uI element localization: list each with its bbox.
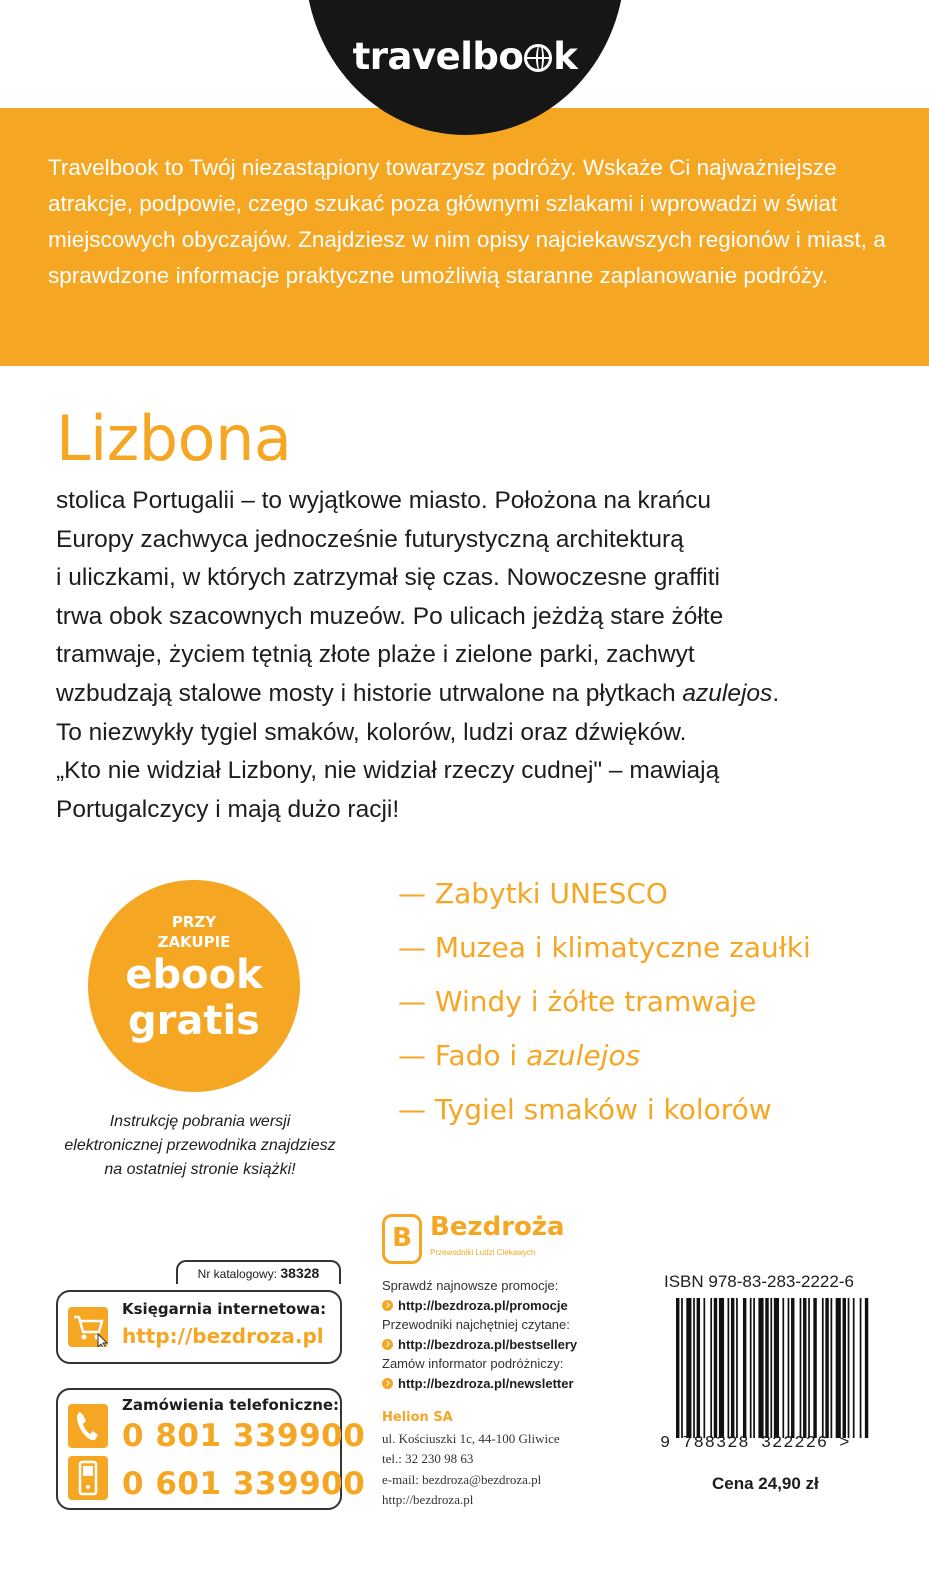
phone-orders-box: [56, 1388, 366, 1510]
description-line: To niezwykły tygiel smaków, kolorów, ludzi oraz dźwięków.: [56, 718, 687, 746]
city-title: Lizbona: [56, 402, 292, 475]
description-line: trwa obok szacownych muzeów. Po ulicach jeżdżą stare żółte: [56, 602, 724, 630]
description-line: [56, 675, 906, 714]
company-phone: tel.: 32 230 98 63: [382, 1451, 474, 1466]
description-line: stolica Portugalii – to wyjątkowe miasto. Położona na krańcu: [56, 487, 712, 514]
phone-number-1[interactable]: 0 801 339900: [122, 1418, 366, 1454]
barcode-number: 9 788328 322226 >: [660, 1434, 851, 1453]
ebook-line-3: ebook: [125, 952, 263, 998]
feature-item: [398, 1034, 811, 1088]
phone-icon: [68, 1404, 108, 1448]
bezdroza-logo-icon: [382, 1214, 422, 1264]
isbn: ISBN 978-83-283-2222-6: [664, 1272, 854, 1291]
online-shop-link[interactable]: http://bezdroza.pl: [122, 1324, 324, 1348]
arrow-bullet-icon: [382, 1300, 393, 1311]
feature-item: — Muzea i klimatyczne zaułki: [398, 931, 811, 964]
feature-text: — Fado i: [398, 1039, 527, 1072]
brand-logo-text: travelbo: [352, 35, 524, 78]
description-line: Portugalczycy i mają dużo racji!: [56, 795, 400, 823]
company-address: ul. Kościuszki 1c, 44-100 Gliwice: [382, 1430, 560, 1446]
publisher-name: Bezdroża: [430, 1212, 565, 1242]
features-list: [398, 872, 811, 1142]
promo-link[interactable]: [382, 1374, 652, 1394]
catalog-value: 38328: [280, 1265, 320, 1281]
city-description: [56, 482, 906, 829]
online-shop-box: [56, 1290, 342, 1364]
catalog-number: [176, 1260, 341, 1284]
globe-icon: [524, 44, 552, 72]
description-line-text: wzbudzają stalowe mosty i historie utrwalone na płytkach: [56, 679, 676, 707]
publisher-address: [382, 1408, 560, 1511]
cart-icon: [68, 1307, 108, 1347]
description-italic: azulejos: [682, 679, 773, 707]
company-name: Helion SA: [382, 1410, 453, 1425]
description-line-end: .: [772, 679, 780, 707]
ebook-line-2: ZAKUPIE: [157, 933, 231, 951]
promo-link-text[interactable]: http://bezdroza.pl/newsletter: [398, 1375, 574, 1391]
feature-italic: azulejos: [526, 1039, 641, 1072]
description-line: Europy zachwyca jednocześnie futurystyczną architekturą: [56, 525, 684, 553]
company-email[interactable]: e-mail: bezdroza@bezdroza.pl: [382, 1471, 542, 1487]
brand-logo-text-end: k: [553, 35, 578, 78]
ebook-note: Instrukcję pobrania wersji elektronicznej przewodnika znajdziesz na ostatniej stronie książki!: [64, 1113, 336, 1178]
company-web[interactable]: http://bezdroza.pl: [382, 1492, 474, 1507]
publisher-tagline: Przewodniki Ludzi Ciekawych: [430, 1248, 536, 1257]
arrow-bullet-icon: [382, 1339, 393, 1350]
phone-orders-title: Zamówienia telefoniczne:: [122, 1396, 340, 1414]
feature-item: — Tygiel smaków i kolorów: [398, 1093, 772, 1126]
barcode: [676, 1298, 870, 1438]
catalog-label: Nr katalogowy:: [197, 1267, 278, 1281]
promo-links: [382, 1276, 652, 1393]
online-shop-title: Księgarnia internetowa:: [122, 1300, 327, 1318]
description-line: „Kto nie widział Lizbony, nie widział rzeczy cudnej" – mawiają: [56, 757, 720, 785]
promo-label: Przewodniki najchętniej czytane:: [382, 1317, 570, 1332]
feature-item: — Windy i żółte tramwaje: [398, 985, 757, 1018]
price: Cena 24,90 zł: [712, 1474, 819, 1493]
promo-link[interactable]: [382, 1296, 652, 1316]
ebook-badge: [88, 880, 300, 1092]
ebook-line-4: gratis: [128, 998, 260, 1044]
promo-label: Zamów informator podróżniczy:: [382, 1356, 564, 1371]
arrow-bullet-icon: [382, 1378, 393, 1389]
promo-label: Sprawdź najnowsze promocje:: [382, 1278, 559, 1293]
intro-text: Travelbook to Twój niezastąpiony towarzysz podróży. Wskaże Ci najważniejsze atrakcje, podpowie, czego szukać poza głównymi szlakami i wprowadzi w świat miejscowych obyczajów. Znajdziesz w nim opisy najciekawszych regionów i miast, a sprawdzone informacje praktyczne umożliwią staranne zaplanowanie podróży.: [48, 155, 886, 288]
feature-item: — Zabytki UNESCO: [398, 877, 668, 910]
description-line: tramwaje, życiem tętnią złote plaże i zielone parki, zachwyt: [56, 641, 695, 669]
description-line: i uliczkami, w których zatrzymał się czas. Nowoczesne graffiti: [56, 564, 720, 592]
promo-link-text[interactable]: http://bezdroza.pl/bestsellery: [398, 1336, 578, 1352]
promo-link[interactable]: [382, 1335, 652, 1355]
mobile-icon: [68, 1456, 108, 1500]
brand-logo: [305, 35, 625, 78]
promo-link-text[interactable]: http://bezdroza.pl/promocje: [398, 1297, 568, 1313]
ebook-line-1: PRZY: [171, 913, 217, 931]
phone-number-2[interactable]: 0 601 339900: [122, 1466, 366, 1502]
